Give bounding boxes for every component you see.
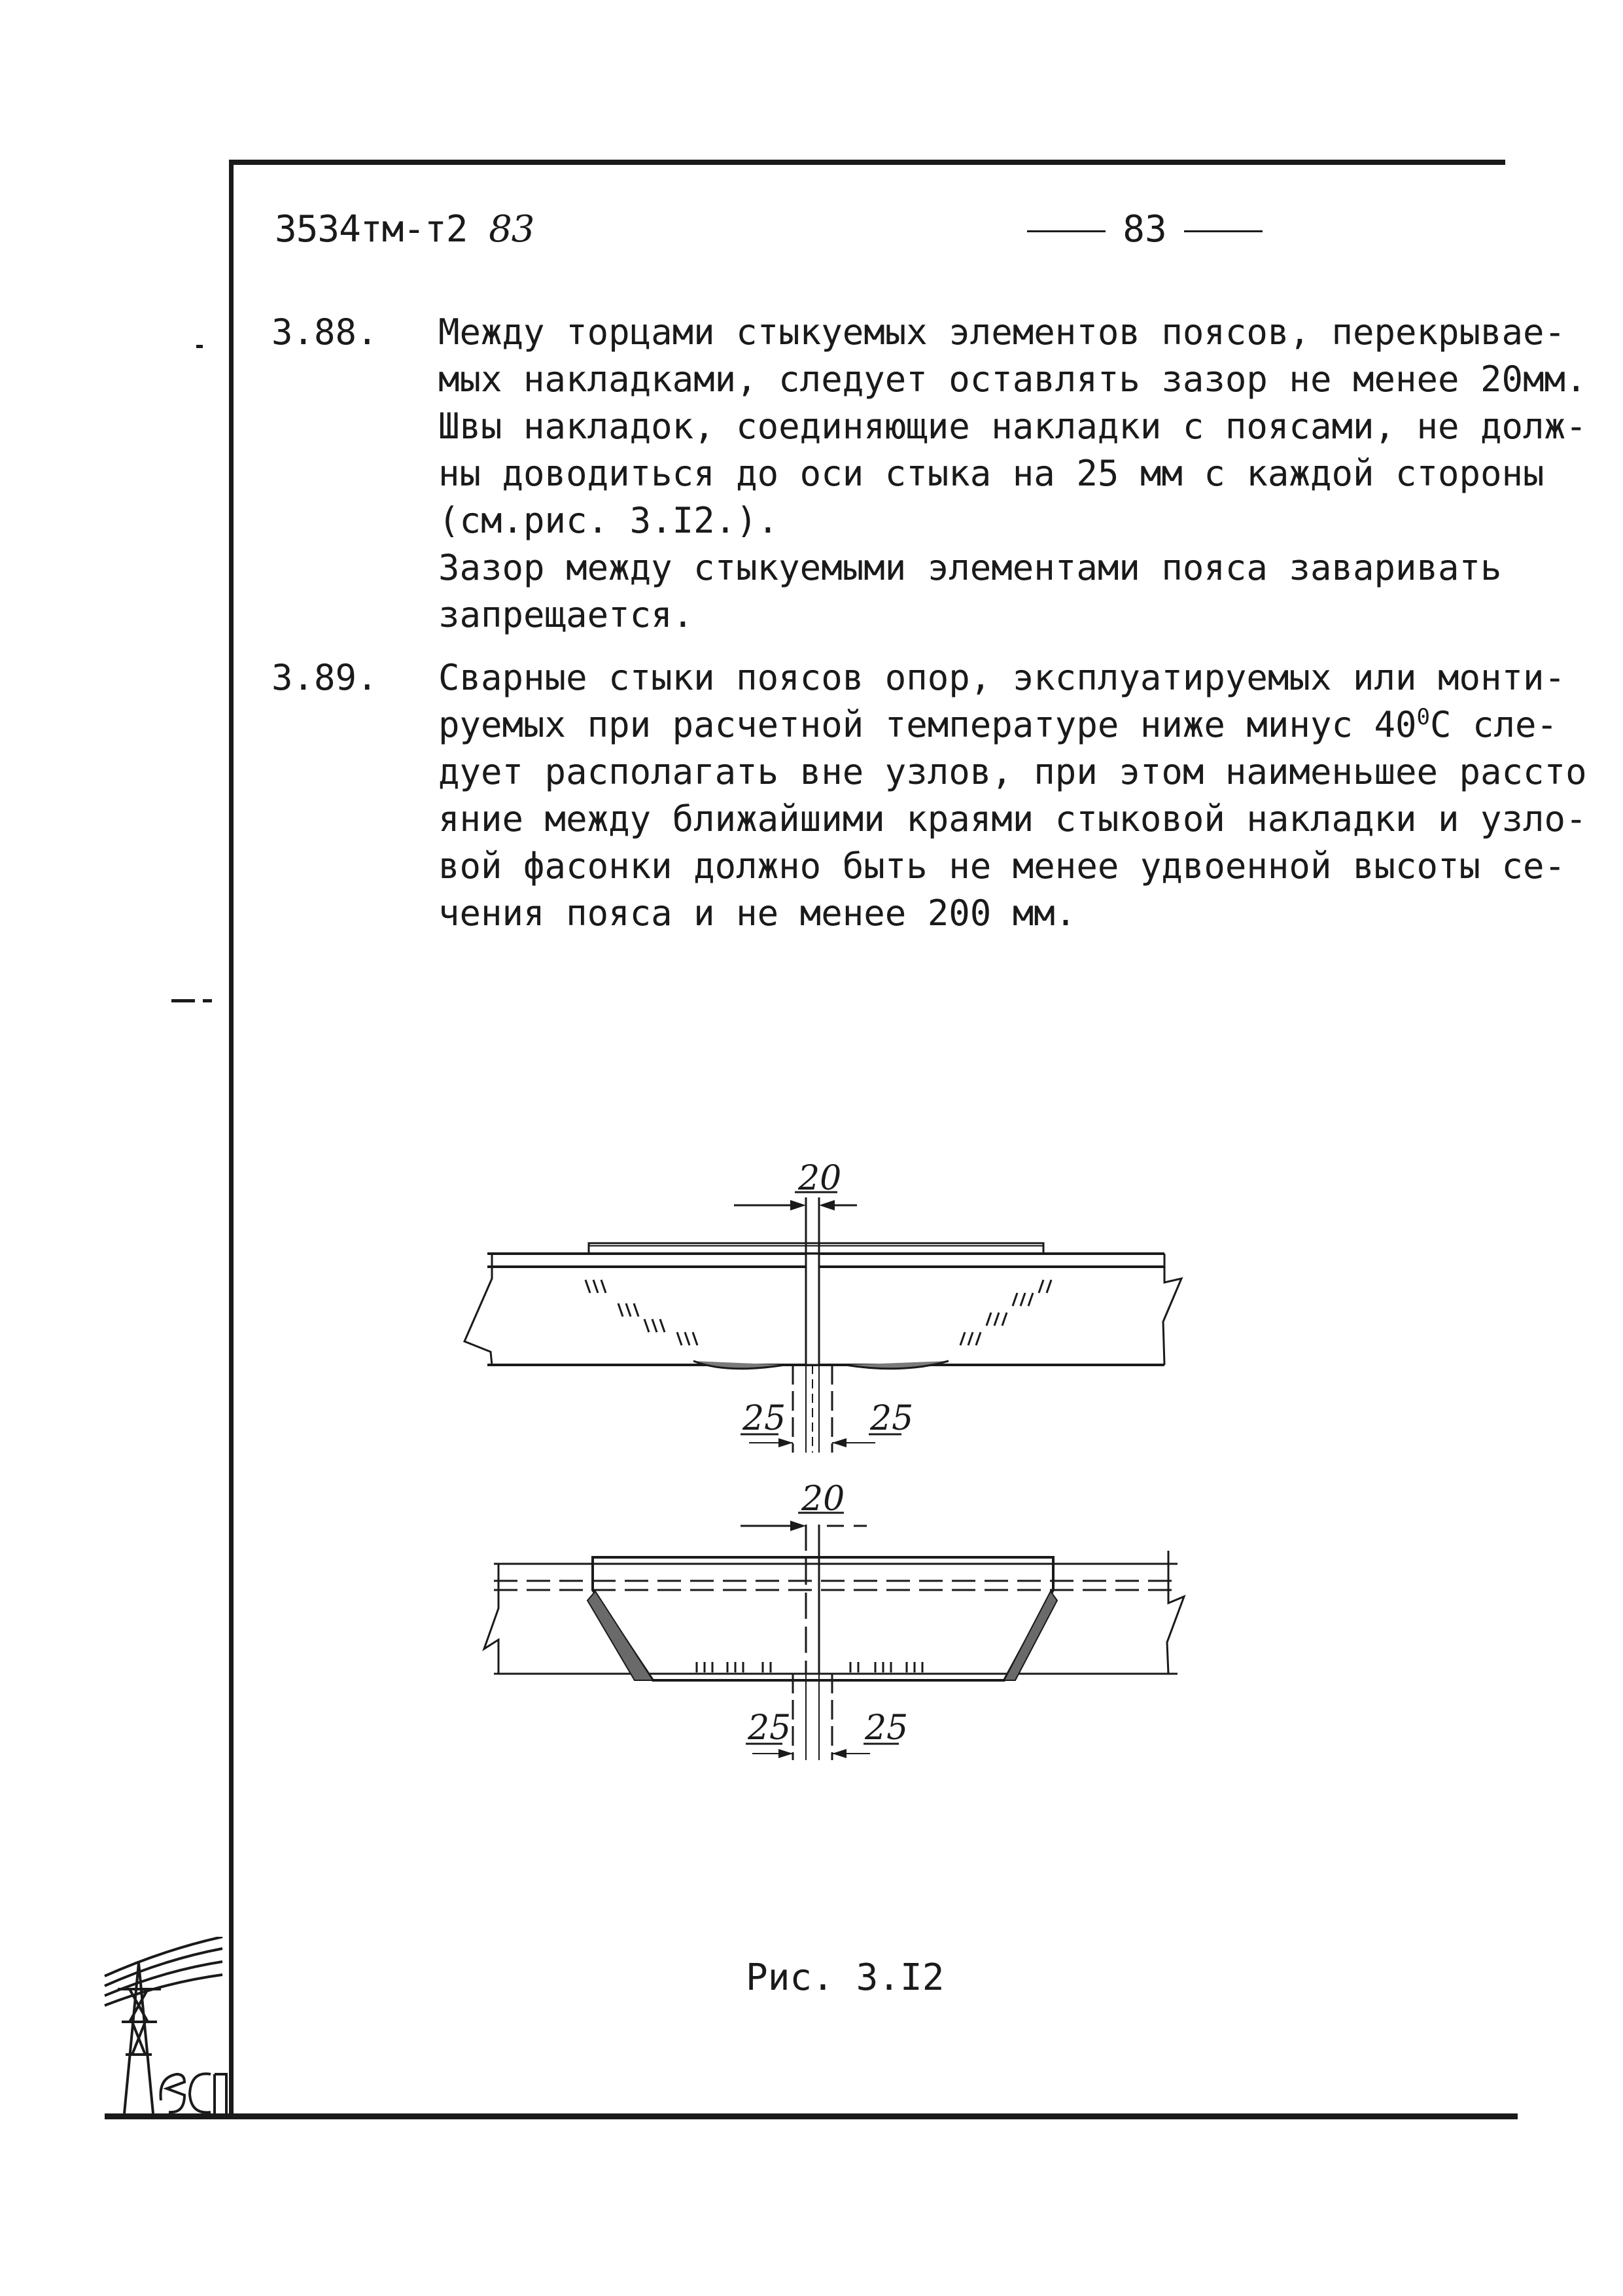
top-left-offset-dimension: 25 [742, 1399, 786, 1438]
margin-mark [196, 345, 203, 348]
text-line-part: С сле- [1429, 704, 1558, 745]
frame-left-rule [229, 160, 234, 2119]
text-line-part: руемых при расчетной температуре ниже минус 40 [438, 704, 1417, 745]
top-joint-drawing [464, 1192, 1181, 1453]
bottom-joint-drawing [484, 1513, 1184, 1760]
degree-superscript: 0 [1416, 704, 1430, 730]
section-text [438, 309, 1587, 639]
text-line: ны доводиться до оси стыка на 25 мм с каждой стороны [438, 453, 1544, 494]
text-line: Зазор между стыкуемыми элементами пояса заваривать [438, 547, 1502, 588]
document-code [275, 208, 534, 251]
text-line: запрещается. [438, 594, 694, 635]
document-code-handwritten: 83 [489, 208, 534, 251]
bottom-gap-dimension: 20 [801, 1479, 845, 1519]
text-line: Между торцами стыкуемых элементов поясов, перекрывае- [438, 311, 1566, 353]
page-number: 83 [994, 208, 1295, 251]
section-number: 3.88. [271, 311, 378, 353]
bottom-left-offset-dimension: 25 [748, 1708, 792, 1748]
publisher-logo [98, 1937, 229, 2120]
section-number: 3.89. [271, 657, 378, 698]
text-line: мых накладками, следует оставлять зазор не менее 20мм. [438, 359, 1587, 400]
joint-drawing [445, 1132, 1256, 1773]
figure-caption: Рис. 3.I2 [746, 1956, 945, 1999]
top-right-offset-dimension: 25 [870, 1399, 914, 1438]
top-gap-dimension: 20 [798, 1159, 842, 1198]
transmission-tower-logo-icon [98, 1937, 229, 2120]
text-line: чения пояса и не менее 200 мм. [438, 892, 1077, 934]
frame-top-rule [232, 160, 1505, 165]
bottom-right-offset-dimension: 25 [865, 1708, 909, 1748]
document-code-typed: 3534тм-т2 [275, 208, 468, 251]
text-line [438, 701, 1558, 749]
margin-mark [203, 999, 212, 1002]
text-line: вой фасонки должно быть не менее удвоенной высоты се- [438, 845, 1566, 887]
text-line: (см.рис. 3.I2.). [438, 500, 779, 541]
figure-3-12 [445, 1132, 1256, 1773]
text-line: яние между ближайшими краями стыковой накладки и узло- [438, 798, 1587, 839]
text-line: Швы накладок, соединяющие накладки с поясами, не долж- [438, 406, 1587, 447]
section-text [438, 654, 1587, 937]
text-line: дует располагать вне узлов, при этом наименьшее рассто [438, 751, 1587, 792]
page-header [275, 208, 1505, 254]
margin-mark [171, 999, 195, 1002]
text-line: Сварные стыки поясов опор, эксплуатируемых или монти- [438, 657, 1566, 698]
frame-bottom-rule [105, 2113, 1518, 2119]
